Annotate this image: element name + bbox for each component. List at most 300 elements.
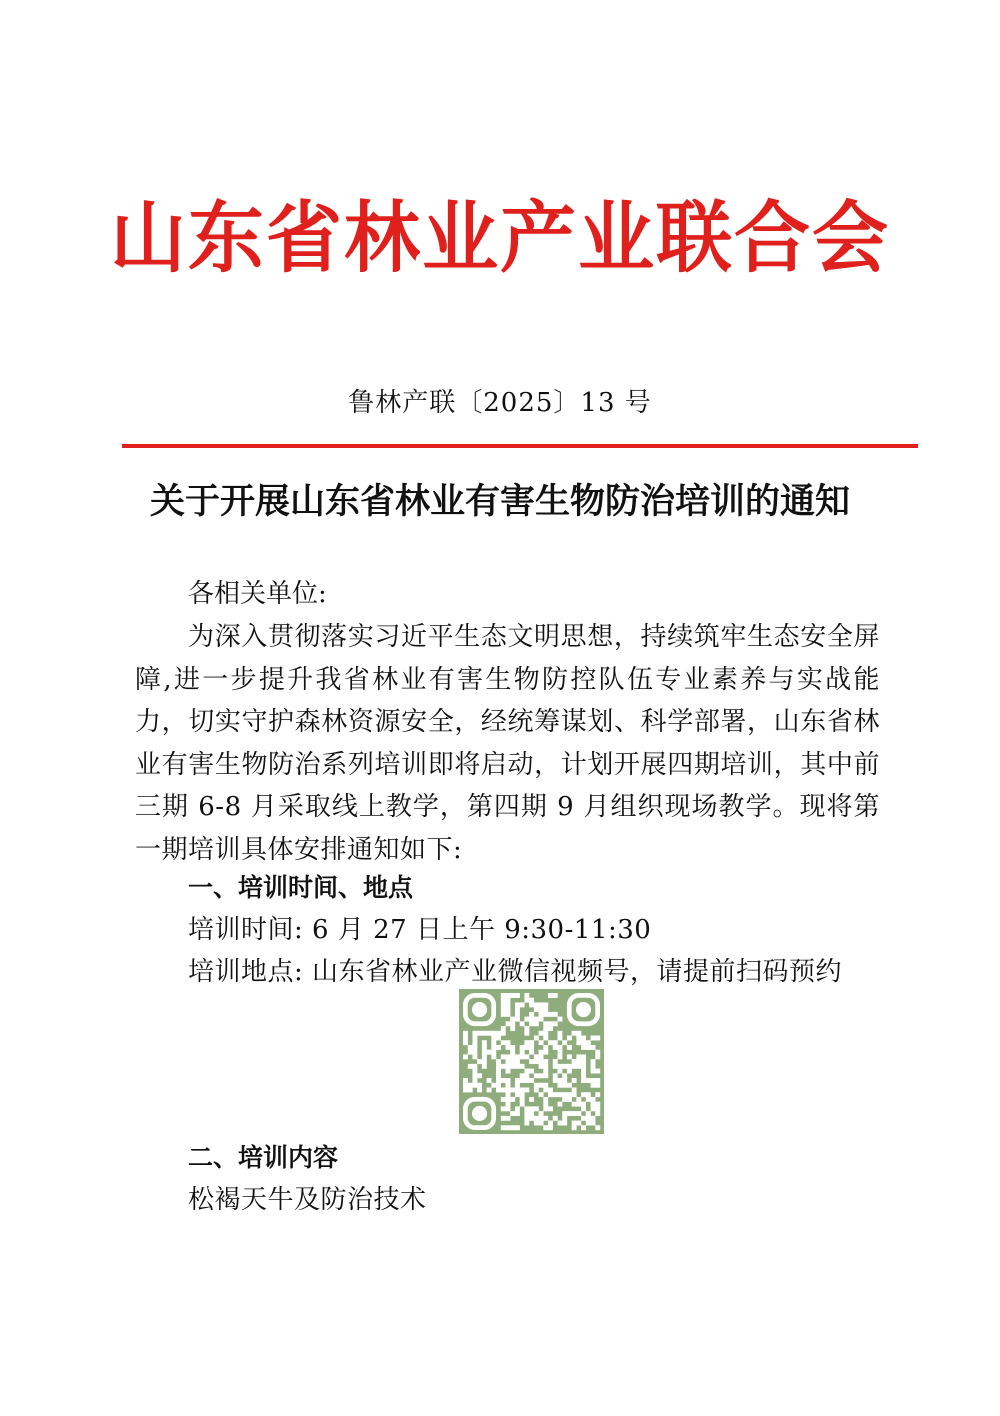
qr-module xyxy=(482,1059,487,1064)
qr-module xyxy=(515,993,520,998)
qr-module xyxy=(472,1036,477,1041)
qr-module xyxy=(591,1045,596,1050)
qr-module xyxy=(557,1102,562,1107)
qr-module xyxy=(520,1045,525,1050)
qr-module xyxy=(477,1031,482,1036)
qr-module xyxy=(515,1059,520,1064)
qr-module xyxy=(482,1031,487,1036)
qr-module xyxy=(524,1031,529,1036)
qr-module xyxy=(520,1054,525,1059)
qr-module xyxy=(557,1036,562,1041)
qr-module xyxy=(591,1064,596,1069)
qr-module xyxy=(515,1087,520,1092)
qr-module xyxy=(581,1125,586,1130)
qr-module xyxy=(487,1050,492,1055)
qr-module xyxy=(463,1036,468,1041)
qr-module xyxy=(591,1097,596,1102)
qr-module xyxy=(477,1087,482,1092)
qr-module xyxy=(543,1045,548,1050)
qr-module xyxy=(543,1102,548,1107)
section-heading-content: 二、培训内容 xyxy=(188,1143,339,1172)
qr-module xyxy=(553,1021,558,1026)
qr-module xyxy=(572,1102,577,1107)
qr-module xyxy=(515,1017,520,1022)
qr-module xyxy=(491,1031,496,1036)
qr-module xyxy=(506,1125,511,1130)
qr-module xyxy=(586,1097,591,1102)
qr-module xyxy=(510,1021,515,1026)
qr-module xyxy=(501,1026,506,1031)
qr-module xyxy=(520,1078,525,1083)
qr-module xyxy=(543,1021,548,1026)
qr-module xyxy=(529,998,534,1003)
qr-module xyxy=(576,1054,581,1059)
qr-module xyxy=(534,1083,539,1088)
qr-module xyxy=(539,1012,544,1017)
qr-module xyxy=(581,1059,586,1064)
qr-module xyxy=(572,1064,577,1069)
qr-module xyxy=(572,1111,577,1116)
qr-module xyxy=(539,1050,544,1055)
qr-module xyxy=(595,1050,600,1055)
qr-module xyxy=(487,1078,492,1083)
qr-module xyxy=(557,1083,562,1088)
qr-module xyxy=(472,1031,477,1036)
qr-module xyxy=(529,1111,534,1116)
qr-module xyxy=(501,1031,506,1036)
qr-module xyxy=(515,1092,520,1097)
qr-module xyxy=(529,1059,534,1064)
qr-module xyxy=(557,1050,562,1055)
salutation: 各相关单位: xyxy=(188,579,327,609)
qr-module xyxy=(553,1040,558,1045)
qr-module xyxy=(595,1054,600,1059)
qr-module xyxy=(520,1021,525,1026)
qr-module xyxy=(529,1012,534,1017)
qr-module xyxy=(539,1054,544,1059)
qr-module xyxy=(496,1059,501,1064)
qr-module xyxy=(581,1092,586,1097)
qr-module xyxy=(482,1045,487,1050)
qr-module xyxy=(496,1031,501,1036)
qr-module xyxy=(567,1092,572,1097)
qr-module xyxy=(591,1121,596,1126)
qr-module xyxy=(543,1064,548,1069)
qr-module xyxy=(501,993,506,998)
qr-module xyxy=(506,1040,511,1045)
qr-module xyxy=(515,1125,520,1130)
qr-module xyxy=(581,1102,586,1107)
qr-module xyxy=(557,1078,562,1083)
qr-module xyxy=(520,1087,525,1092)
qr-module xyxy=(506,1092,511,1097)
qr-module xyxy=(581,1069,586,1074)
qr-module xyxy=(468,1045,473,1050)
qr-module xyxy=(576,1036,581,1041)
qr-module xyxy=(586,1040,591,1045)
qr-module xyxy=(553,1116,558,1121)
qr-module xyxy=(524,1040,529,1045)
qr-module xyxy=(543,1073,548,1078)
qr-module xyxy=(506,1083,511,1088)
qr-module xyxy=(543,1116,548,1121)
qr-module xyxy=(557,1017,562,1022)
qr-module xyxy=(524,1106,529,1111)
qr-module xyxy=(576,1040,581,1045)
qr-module xyxy=(539,1116,544,1121)
qr-module xyxy=(586,1092,591,1097)
qr-module xyxy=(539,1092,544,1097)
qr-module xyxy=(477,1059,482,1064)
qr-module xyxy=(576,1102,581,1107)
qr-module xyxy=(524,1111,529,1116)
qr-module xyxy=(515,1007,520,1012)
qr-module xyxy=(524,1017,529,1022)
qr-module xyxy=(534,1036,539,1041)
qr-module xyxy=(496,1078,501,1083)
qr-module xyxy=(543,1026,548,1031)
qr-module xyxy=(567,1097,572,1102)
qr-module xyxy=(586,1116,591,1121)
qr-module xyxy=(543,1012,548,1017)
qr-module xyxy=(472,1040,477,1045)
qr-module xyxy=(553,993,558,998)
qr-module xyxy=(496,1036,501,1041)
qr-module xyxy=(543,1059,548,1064)
qr-module xyxy=(562,1073,567,1078)
qr-module xyxy=(510,1097,515,1102)
qr-module xyxy=(539,1121,544,1126)
qr-module xyxy=(529,1040,534,1045)
qr-module xyxy=(468,1083,473,1088)
qr-module xyxy=(529,1017,534,1022)
qr-module xyxy=(553,1092,558,1097)
qr-module xyxy=(524,1069,529,1074)
qr-module xyxy=(543,1036,548,1041)
qr-module xyxy=(515,1012,520,1017)
qr-module xyxy=(501,1097,506,1102)
qr-module xyxy=(543,1125,548,1130)
qr-module xyxy=(491,1040,496,1045)
qr-module xyxy=(529,1097,534,1102)
qr-module xyxy=(539,1064,544,1069)
qr-module xyxy=(520,1092,525,1097)
qr-module xyxy=(524,1054,529,1059)
qr-module xyxy=(524,1045,529,1050)
qr-module xyxy=(496,1045,501,1050)
training-place: 培训地点: 山东省林业产业微信视频号，请提前扫码预约 xyxy=(188,957,843,987)
qr-module xyxy=(510,1050,515,1055)
qr-module xyxy=(501,998,506,1003)
qr-module xyxy=(595,1083,600,1088)
qr-module xyxy=(463,1040,468,1045)
qr-module xyxy=(468,1050,473,1055)
qr-module xyxy=(534,1017,539,1022)
qr-module xyxy=(557,1092,562,1097)
qr-module xyxy=(557,1054,562,1059)
qr-module xyxy=(482,1054,487,1059)
qr-module xyxy=(557,1064,562,1069)
qr-module xyxy=(524,1087,529,1092)
qr-module xyxy=(515,1078,520,1083)
qr-module xyxy=(586,1121,591,1126)
qr-module xyxy=(506,1102,511,1107)
qr-module xyxy=(548,1121,553,1126)
qr-module xyxy=(543,1069,548,1074)
qr-module xyxy=(534,1054,539,1059)
qr-module xyxy=(586,1111,591,1116)
qr-module xyxy=(506,1097,511,1102)
qr-module xyxy=(472,1073,477,1078)
qr-module xyxy=(501,1087,506,1092)
qr-module xyxy=(510,1125,515,1130)
qr-module xyxy=(553,1073,558,1078)
qr-module xyxy=(506,1059,511,1064)
qr-module xyxy=(529,1002,534,1007)
qr-module xyxy=(548,1021,553,1026)
qr-module xyxy=(548,1125,553,1130)
qr-module xyxy=(539,1083,544,1088)
qr-module xyxy=(539,1007,544,1012)
qr-module xyxy=(520,1073,525,1078)
qr-module xyxy=(591,1102,596,1107)
qr-module xyxy=(543,1031,548,1036)
qr-module xyxy=(506,1078,511,1083)
qr-module xyxy=(548,1087,553,1092)
qr-module xyxy=(553,1045,558,1050)
qr-module xyxy=(482,1050,487,1055)
qr-module xyxy=(506,1116,511,1121)
qr-finder-dot xyxy=(472,1106,487,1121)
qr-module xyxy=(463,1087,468,1092)
qr-module xyxy=(506,1054,511,1059)
qr-module xyxy=(553,1064,558,1069)
qr-module xyxy=(591,1059,596,1064)
qr-module xyxy=(463,1083,468,1088)
qr-module xyxy=(572,1078,577,1083)
qr-module xyxy=(510,1087,515,1092)
qr-module xyxy=(595,1125,600,1130)
qr-module xyxy=(501,1125,506,1130)
qr-module xyxy=(472,1083,477,1088)
qr-module xyxy=(543,1097,548,1102)
org-header-title: 山东省林业产业联合会 xyxy=(110,192,890,283)
qr-module xyxy=(524,1026,529,1031)
qr-module xyxy=(506,1106,511,1111)
qr-module xyxy=(557,1069,562,1074)
qr-module xyxy=(572,1059,577,1064)
qr-module xyxy=(581,1064,586,1069)
qr-module xyxy=(506,1007,511,1012)
qr-module xyxy=(529,1021,534,1026)
qr-module xyxy=(581,1106,586,1111)
qr-module xyxy=(572,1087,577,1092)
qr-module xyxy=(548,1012,553,1017)
qr-module xyxy=(510,1064,515,1069)
qr-module xyxy=(595,1102,600,1107)
qr-module xyxy=(595,1036,600,1041)
qr-module xyxy=(572,1031,577,1036)
qr-module xyxy=(472,1069,477,1074)
qr-module xyxy=(586,1078,591,1083)
qr-module xyxy=(524,998,529,1003)
qr-module xyxy=(553,1012,558,1017)
qr-module xyxy=(491,1054,496,1059)
qr-module xyxy=(548,1106,553,1111)
qr-module xyxy=(524,1116,529,1121)
qr-module xyxy=(548,1026,553,1031)
qr-module xyxy=(534,1121,539,1126)
qr-module xyxy=(506,1002,511,1007)
training-content: 松褐天牛及防治技术 xyxy=(188,1185,427,1215)
qr-module xyxy=(567,1064,572,1069)
qr-module xyxy=(543,1050,548,1055)
qr-module xyxy=(562,1064,567,1069)
qr-module xyxy=(553,1078,558,1083)
qr-module xyxy=(482,1064,487,1069)
qr-module xyxy=(529,1069,534,1074)
qr-module xyxy=(586,1045,591,1050)
qr-module xyxy=(515,1083,520,1088)
qr-module xyxy=(501,1064,506,1069)
qr-module xyxy=(539,1002,544,1007)
qr-module xyxy=(534,1059,539,1064)
qr-module xyxy=(539,1059,544,1064)
qr-module xyxy=(491,1045,496,1050)
document-number: 鲁林产联〔2025〕13 号 xyxy=(348,388,652,418)
qr-module xyxy=(567,1036,572,1041)
qr-module xyxy=(595,1078,600,1083)
qr-module xyxy=(520,1097,525,1102)
qr-module xyxy=(534,1106,539,1111)
qr-module xyxy=(567,1111,572,1116)
qr-module xyxy=(501,1116,506,1121)
qr-module xyxy=(472,1078,477,1083)
qr-module xyxy=(510,993,515,998)
qr-module xyxy=(543,1106,548,1111)
qr-module xyxy=(515,1002,520,1007)
qr-module xyxy=(501,1012,506,1017)
qr-module xyxy=(534,1087,539,1092)
qr-finder-dot xyxy=(472,1002,487,1017)
qr-module xyxy=(534,1116,539,1121)
qr-module xyxy=(557,1121,562,1126)
qr-module xyxy=(524,993,529,998)
qr-module xyxy=(510,1059,515,1064)
qr-module xyxy=(572,1121,577,1126)
qr-module xyxy=(591,1116,596,1121)
qr-module xyxy=(520,1050,525,1055)
qr-module xyxy=(487,1031,492,1036)
qr-module xyxy=(562,1116,567,1121)
qr-module xyxy=(501,1007,506,1012)
qr-module xyxy=(510,1045,515,1050)
qr-module xyxy=(506,998,511,1003)
qr-module xyxy=(567,1083,572,1088)
qr-module xyxy=(581,1045,586,1050)
qr-module xyxy=(576,1031,581,1036)
qr-module xyxy=(491,1050,496,1055)
qr-module xyxy=(463,1031,468,1036)
qr-module xyxy=(591,1106,596,1111)
qr-module xyxy=(520,1002,525,1007)
qr-module xyxy=(534,1021,539,1026)
qr-code-icon[interactable] xyxy=(459,989,604,1134)
qr-module xyxy=(491,1083,496,1088)
qr-module xyxy=(529,1050,534,1055)
qr-module xyxy=(501,1106,506,1111)
qr-module xyxy=(591,1069,596,1074)
qr-module xyxy=(591,1036,596,1041)
qr-module xyxy=(510,1054,515,1059)
qr-module xyxy=(468,1064,473,1069)
qr-module xyxy=(515,1064,520,1069)
qr-module xyxy=(515,1111,520,1116)
qr-module xyxy=(496,1064,501,1069)
qr-module xyxy=(520,1102,525,1107)
qr-module xyxy=(543,1083,548,1088)
qr-module xyxy=(591,1083,596,1088)
qr-module xyxy=(548,993,553,998)
qr-module xyxy=(472,1064,477,1069)
qr-module xyxy=(468,1087,473,1092)
qr-module xyxy=(581,1116,586,1121)
qr-module xyxy=(562,1040,567,1045)
qr-module xyxy=(576,1121,581,1126)
qr-module xyxy=(562,1083,567,1088)
qr-module xyxy=(591,1078,596,1083)
qr-module xyxy=(529,1045,534,1050)
qr-module xyxy=(553,1059,558,1064)
qr-module xyxy=(534,1073,539,1078)
qr-module xyxy=(581,1040,586,1045)
qr-module xyxy=(576,1097,581,1102)
qr-module xyxy=(562,1092,567,1097)
qr-module xyxy=(515,1054,520,1059)
qr-module xyxy=(472,1054,477,1059)
qr-module xyxy=(543,1087,548,1092)
qr-module xyxy=(539,1111,544,1116)
qr-module xyxy=(572,1092,577,1097)
qr-module xyxy=(506,1021,511,1026)
qr-module xyxy=(506,993,511,998)
qr-module xyxy=(515,1106,520,1111)
qr-module xyxy=(539,1040,544,1045)
qr-module xyxy=(539,1073,544,1078)
qr-module xyxy=(487,1087,492,1092)
qr-module xyxy=(581,1036,586,1041)
qr-module xyxy=(506,1045,511,1050)
qr-module xyxy=(595,1111,600,1116)
qr-module xyxy=(543,1002,548,1007)
qr-module xyxy=(581,1073,586,1078)
qr-module xyxy=(576,1059,581,1064)
qr-module xyxy=(557,1031,562,1036)
qr-module xyxy=(595,1069,600,1074)
qr-module xyxy=(463,1078,468,1083)
qr-module xyxy=(534,1007,539,1012)
qr-module xyxy=(496,1073,501,1078)
section-heading-time-place: 一、培训时间、地点 xyxy=(188,873,414,902)
qr-module xyxy=(472,1050,477,1055)
qr-module xyxy=(557,1045,562,1050)
qr-module xyxy=(529,1116,534,1121)
qr-module xyxy=(510,1017,515,1022)
qr-module xyxy=(496,1087,501,1092)
qr-module xyxy=(482,1040,487,1045)
qr-module xyxy=(477,1083,482,1088)
qr-module xyxy=(548,1092,553,1097)
